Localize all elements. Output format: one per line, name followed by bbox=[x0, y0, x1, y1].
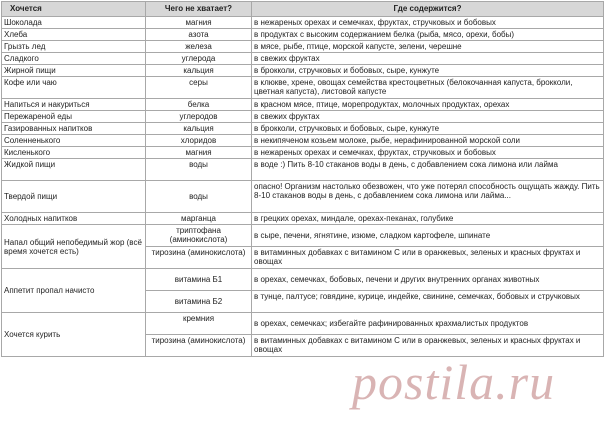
lack-cell: воды bbox=[146, 181, 252, 213]
want-cell: Кисленького bbox=[2, 147, 146, 159]
where-cell: в воде :) Пить 8-10 стаканов воды в день, с добавлением сока лимона или лайма bbox=[252, 159, 604, 181]
table-row bbox=[2, 99, 604, 111]
where-cell: в красном мясе, птице, морепродуктах, молочных продуктах, орехах bbox=[252, 99, 604, 111]
want-cell: Кофе или чаю bbox=[2, 77, 146, 99]
want-cell: Сладкого bbox=[2, 53, 146, 65]
lack-cell: тирозина (аминокислота) bbox=[146, 335, 252, 357]
table-row bbox=[2, 181, 604, 213]
want-cell: Жидкой пищи bbox=[2, 159, 146, 181]
where-cell: в некипяченом козьем молоке, рыбе, нерафинированной морской соли bbox=[252, 135, 604, 147]
table-row bbox=[2, 213, 604, 225]
lack-cell: белка bbox=[146, 99, 252, 111]
lack-cell: хлоридов bbox=[146, 135, 252, 147]
lack-cell: марганца bbox=[146, 213, 252, 225]
where-cell: в клюкве, хрене, овощах семейства крестоцветных (белокочанная капуста, брокколи, цветная капуста), листовой капусте bbox=[252, 77, 604, 99]
table-row bbox=[2, 135, 604, 147]
table-row bbox=[2, 269, 604, 291]
table-row bbox=[2, 17, 604, 29]
lack-cell: триптофана (аминокислота) bbox=[146, 225, 252, 247]
header-where: Где содержится? bbox=[252, 2, 604, 17]
want-cell: Пережареной еды bbox=[2, 111, 146, 123]
where-cell: в витаминных добавках с витамином С или в оранжевых, зеленых и красных фруктах и овощах bbox=[252, 247, 604, 269]
want-cell: Грызть лед bbox=[2, 41, 146, 53]
want-cell: Газированных напитков bbox=[2, 123, 146, 135]
lack-cell: железа bbox=[146, 41, 252, 53]
want-cell: Шоколада bbox=[2, 17, 146, 29]
header-lack: Чего не хватает? bbox=[146, 2, 252, 17]
want-cell: Хлеба bbox=[2, 29, 146, 41]
where-cell: в тунце, палтусе; говядине, курице, индейке, свинине, семечках, бобовых и стручковых bbox=[252, 291, 604, 313]
table-row bbox=[2, 53, 604, 65]
lack-cell: тирозина (аминокислота) bbox=[146, 247, 252, 269]
want-cell: Твердой пищи bbox=[2, 181, 146, 213]
where-cell: в продуктах с высоким содержанием белка (рыба, мясо, орехи, бобы) bbox=[252, 29, 604, 41]
table-row bbox=[2, 77, 604, 99]
lack-cell: витамина Б2 bbox=[146, 291, 252, 313]
cravings-table bbox=[1, 1, 604, 357]
where-cell: в свежих фруктах bbox=[252, 53, 604, 65]
lack-cell: серы bbox=[146, 77, 252, 99]
table-row bbox=[2, 65, 604, 77]
want-cell: Жирной пищи bbox=[2, 65, 146, 77]
lack-cell: магния bbox=[146, 17, 252, 29]
table-row bbox=[2, 225, 604, 247]
table-row bbox=[2, 41, 604, 53]
lack-cell: углерода bbox=[146, 53, 252, 65]
table-row bbox=[2, 123, 604, 135]
table-row bbox=[2, 159, 604, 181]
where-cell: в свежих фруктах bbox=[252, 111, 604, 123]
where-cell: в орехах, семечках; избегайте рафинированных крахмалистых продуктов bbox=[252, 313, 604, 335]
lack-cell: воды bbox=[146, 159, 252, 181]
where-cell: в брокколи, стручковых и бобовых, сыре, кунжуте bbox=[252, 123, 604, 135]
table-row bbox=[2, 111, 604, 123]
lack-cell: магния bbox=[146, 147, 252, 159]
watermark: postila.ru bbox=[352, 354, 556, 410]
header-row bbox=[2, 2, 604, 17]
lack-cell: кремния bbox=[146, 313, 252, 335]
lack-cell: кальция bbox=[146, 65, 252, 77]
where-cell: в брокколи, стручковых и бобовых, сыре, кунжуте bbox=[252, 65, 604, 77]
want-cell: Холодных напитков bbox=[2, 213, 146, 225]
where-cell: в сыре, печени, ягнятине, изюме, сладком картофеле, шпинате bbox=[252, 225, 604, 247]
table-row bbox=[2, 29, 604, 41]
where-cell: в нежареных орехах и семечках, фруктах, стручковых и бобовых bbox=[252, 17, 604, 29]
where-cell: в мясе, рыбе, птице, морской капусте, зелени, черешне bbox=[252, 41, 604, 53]
where-cell: в грецких орехах, миндале, орехах-пеканах, голубике bbox=[252, 213, 604, 225]
want-cell: Аппетит пропал начисто bbox=[2, 269, 146, 313]
where-cell: в нежареных орехах и семечках, фруктах, стручковых и бобовых bbox=[252, 147, 604, 159]
lack-cell: углеродов bbox=[146, 111, 252, 123]
want-cell: Хочется курить bbox=[2, 313, 146, 357]
want-cell: Соленненького bbox=[2, 135, 146, 147]
lack-cell: витамина Б1 bbox=[146, 269, 252, 291]
where-cell: опасно! Организм настолько обезвожен, что уже потерял способность ощущать жажду. Пить 8-10 стаканов воды в день, с добавлением сока лимона или лайма... bbox=[252, 181, 604, 213]
header-want: Хочется bbox=[2, 2, 146, 17]
table-row bbox=[2, 313, 604, 335]
where-cell: в орехах, семечках, бобовых, печени и других внутренних органах животных bbox=[252, 269, 604, 291]
lack-cell: азота bbox=[146, 29, 252, 41]
want-cell: Напиться и накуриться bbox=[2, 99, 146, 111]
where-cell: в витаминных добавках с витамином С или в оранжевых, зеленых и красных фруктах и овощах bbox=[252, 335, 604, 357]
lack-cell: кальция bbox=[146, 123, 252, 135]
want-cell: Напал общий непобедимый жор (всё время хочется есть) bbox=[2, 225, 146, 269]
table-row bbox=[2, 147, 604, 159]
